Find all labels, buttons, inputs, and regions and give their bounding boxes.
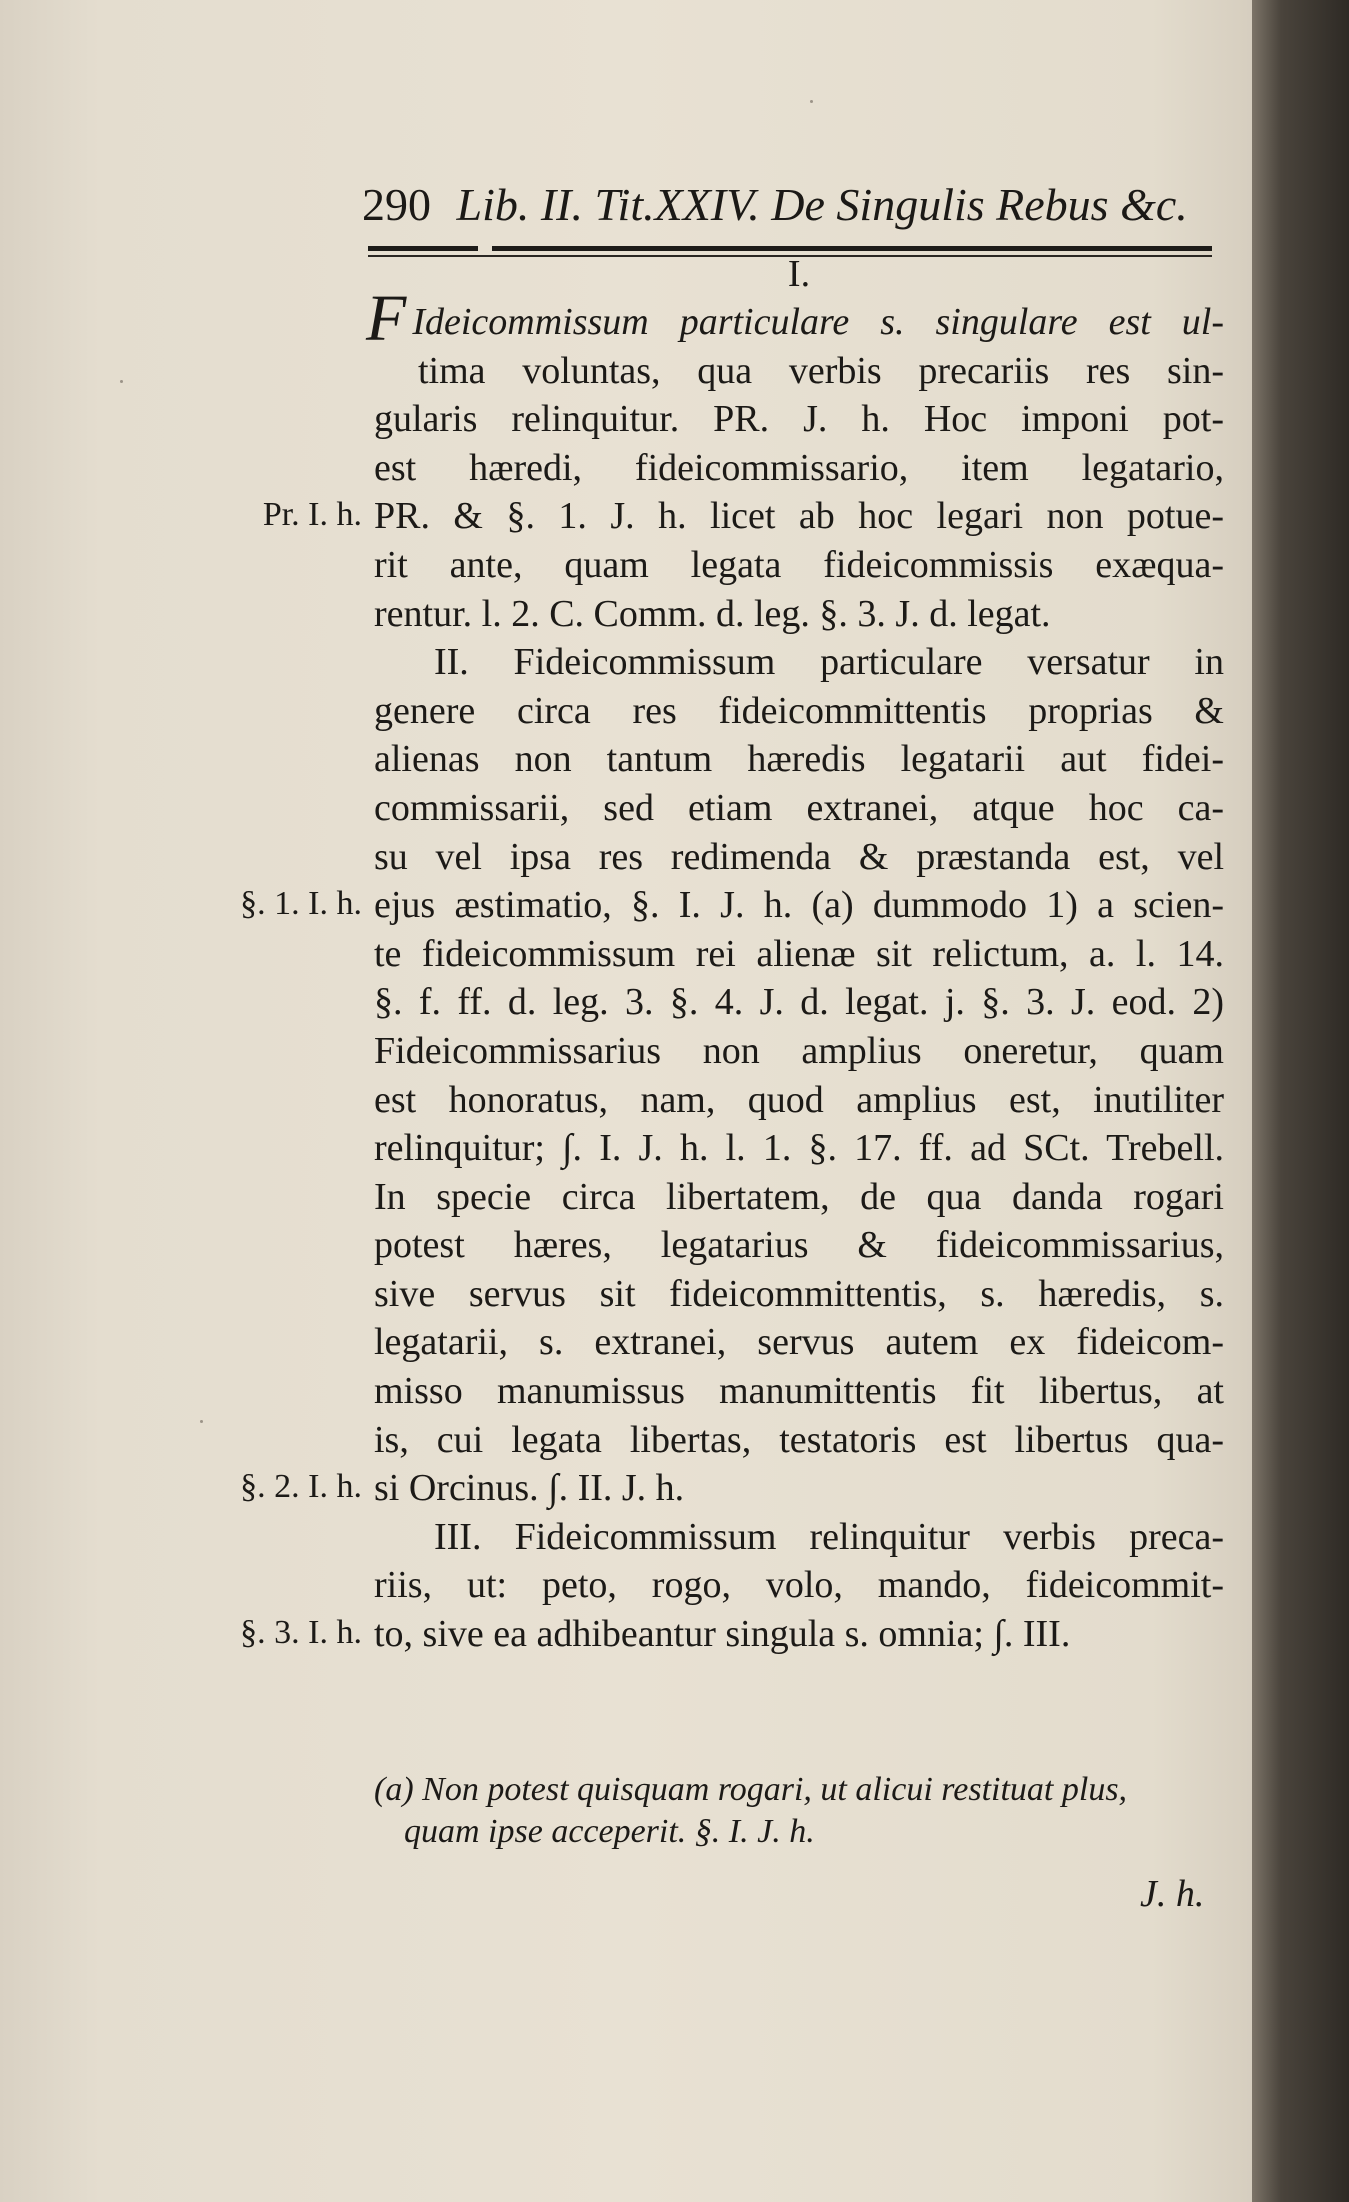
body-line-text: Ideicommissum particulare s. singulare est ul- (412, 301, 1224, 343)
paper-speck (120, 380, 123, 383)
body-line: genere circa res fideicommittentis proprias & (374, 689, 1224, 732)
footnote-line: (a) Non potest quisquam rogari, ut alicui restituat plus, (374, 1771, 1128, 1808)
body-line: relinquitur; ∫. I. J. h. l. 1. §. 17. ff. ad SCt. Trebell. (374, 1127, 1224, 1170)
running-title: Lib. II. Tit.XXIV. De Singulis Rebus &c. (456, 179, 1188, 230)
margin-note: §. 2. I. h. (240, 1468, 362, 1506)
body-line: te fideicommissum rei alienæ sit relictum, a. l. 14. (374, 932, 1224, 975)
body-line: is, cui legata libertas, testatoris est libertus qua- (374, 1418, 1224, 1461)
body-line: to, sive ea adhibeantur singula s. omnia; ∫. III. (374, 1613, 1071, 1656)
body-line: su vel ipsa res redimenda & præstanda est, vel (374, 835, 1224, 878)
margin-note: Pr. I. h. (262, 496, 362, 534)
body-line: commissarii, sed etiam extranei, atque hoc ca- (374, 786, 1224, 829)
body-line: misso manumissus manumittentis fit libertus, at (374, 1370, 1224, 1413)
footnote-line: quam ipse acceperit. §. I. J. h. (404, 1813, 815, 1850)
body-line: Fideicommissarius non amplius oneretur, quam (374, 1029, 1224, 1072)
body-line: potest hæres, legatarius & fideicommissarius, (374, 1224, 1224, 1267)
margin-note: §. 1. I. h. (240, 885, 362, 923)
body-line: II. Fideicommissum particulare versatur in (434, 641, 1224, 684)
body-line: tima voluntas, qua verbis precariis res sin- (418, 349, 1224, 392)
catchword: J. h. (1140, 1873, 1205, 1915)
body-line: §. f. ff. d. leg. 3. §. 4. J. d. legat. j. §. 3. J. eod. 2) (374, 981, 1224, 1024)
body-line: est hæredi, fideicommissario, item legatario, (374, 446, 1224, 489)
body-line: In specie circa libertatem, de qua danda rogari (374, 1175, 1224, 1218)
body-line: alienas non tantum hæredis legatarii aut fidei- (374, 738, 1224, 781)
paper-speck (200, 1420, 203, 1423)
body-line: rentur. l. 2. C. Comm. d. leg. §. 3. J. d. legat. (374, 592, 1051, 635)
body-line: est honoratus, nam, quod amplius est, inutiliter (374, 1078, 1224, 1121)
body-line: ejus æstimatio, §. I. J. h. (a) dummodo 1) a scien- (374, 884, 1224, 927)
body-line: PR. & §. 1. J. h. licet ab hoc legari non potue- (374, 495, 1224, 538)
body-line: riis, ut: peto, rogo, volo, mando, fideicommit- (374, 1564, 1224, 1607)
body-line: rit ante, quam legata fideicommissis exæqua- (374, 543, 1224, 586)
margin-note: §. 3. I. h. (240, 1614, 362, 1652)
section-heading: I. (787, 253, 811, 295)
running-header (362, 178, 1222, 238)
drop-cap: F (366, 282, 407, 355)
body-line: sive servus sit fideicommittentis, s. hæredis, s. (374, 1272, 1224, 1315)
footnote (374, 1769, 1224, 1853)
body-line (366, 282, 1224, 355)
page-gutter (1252, 0, 1349, 2202)
paper-speck (810, 100, 813, 103)
body-line: si Orcinus. ∫. II. J. h. (374, 1467, 685, 1510)
body-text (366, 282, 1224, 1659)
body-line: III. Fideicommissum relinquitur verbis preca- (434, 1515, 1224, 1558)
page-number: 290 (362, 179, 431, 230)
body-line: legatarii, s. extranei, servus autem ex fideicom- (374, 1321, 1224, 1364)
body-line: gularis relinquitur. PR. J. h. Hoc imponi pot- (374, 398, 1224, 441)
